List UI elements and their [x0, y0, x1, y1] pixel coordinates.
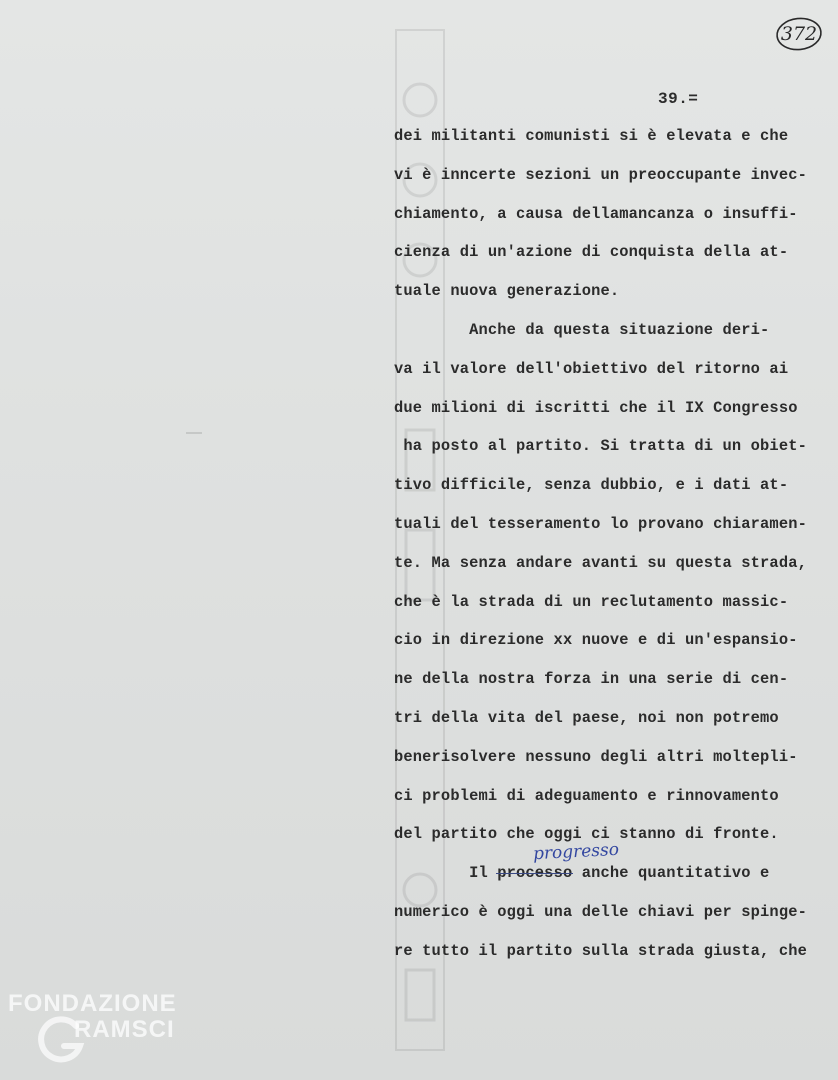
- text-line: tuale nuova generazione.: [394, 282, 620, 301]
- text-line: dei militanti comunisti si è elevata e che: [394, 127, 789, 145]
- text-line: ci problemi di adeguamento e rinnovamento: [394, 786, 779, 805]
- line-suffix: anche quantitativo e: [572, 864, 770, 883]
- text-line: tivo difficile, senza dubbio, e i dati at-: [394, 476, 789, 495]
- text-line: re tutto il partito sulla strada giusta, che: [394, 941, 807, 960]
- text-line: te. Ma senza andare avanti su questa strada,: [394, 553, 807, 572]
- logo-text-line2: RAMSCI: [74, 1016, 175, 1043]
- text-line: due milioni di iscritti che il IX Congresso: [394, 398, 798, 417]
- text-line: ne della nostra forza in una serie di cen-: [394, 670, 789, 689]
- page-number: 39.=: [658, 90, 699, 108]
- text-line: vi è inncerte sezioni un preoccupante invec-: [394, 165, 807, 184]
- fondazione-gramsci-logo: [8, 990, 208, 1070]
- handwritten-correction: progresso: [532, 839, 620, 865]
- text-line-corrected: [394, 862, 834, 901]
- text-line: numerico è oggi una delle chiavi per spinge-: [394, 902, 807, 921]
- text-line: ha posto al partito. Si tratta di un obiet-: [394, 437, 807, 456]
- text-line: va il valore dell'obiettivo del ritorno ai: [394, 359, 789, 378]
- text-line: del partito che oggi ci stanno di fronte.: [394, 825, 779, 844]
- struck-word: processo: [497, 864, 573, 883]
- text-line: chiamento, a causa dellamancanza o insuffi-: [394, 204, 798, 223]
- text-line: cienza di un'azione di conquista della at-: [394, 243, 789, 262]
- logo-text-line1: FONDAZIONE: [8, 990, 177, 1017]
- text-line: tri della vita del paese, noi non potremo: [394, 708, 779, 727]
- text-line: cio in direzione xx nuove e di un'espansio-: [394, 631, 798, 650]
- text-line: Anche da questa situazione deri-: [394, 320, 770, 339]
- text-line: benerisolvere nessuno degli altri moltepli-: [394, 747, 798, 766]
- text-line: che è la strada di un reclutamento massic-: [394, 592, 789, 611]
- archive-number: 372: [780, 23, 818, 45]
- archive-number-stamp: [774, 16, 824, 52]
- text-line: tuali del tesseramento lo provano chiaramen-: [394, 514, 807, 533]
- line-prefix: Il: [394, 864, 498, 883]
- margin-mark: [186, 432, 202, 434]
